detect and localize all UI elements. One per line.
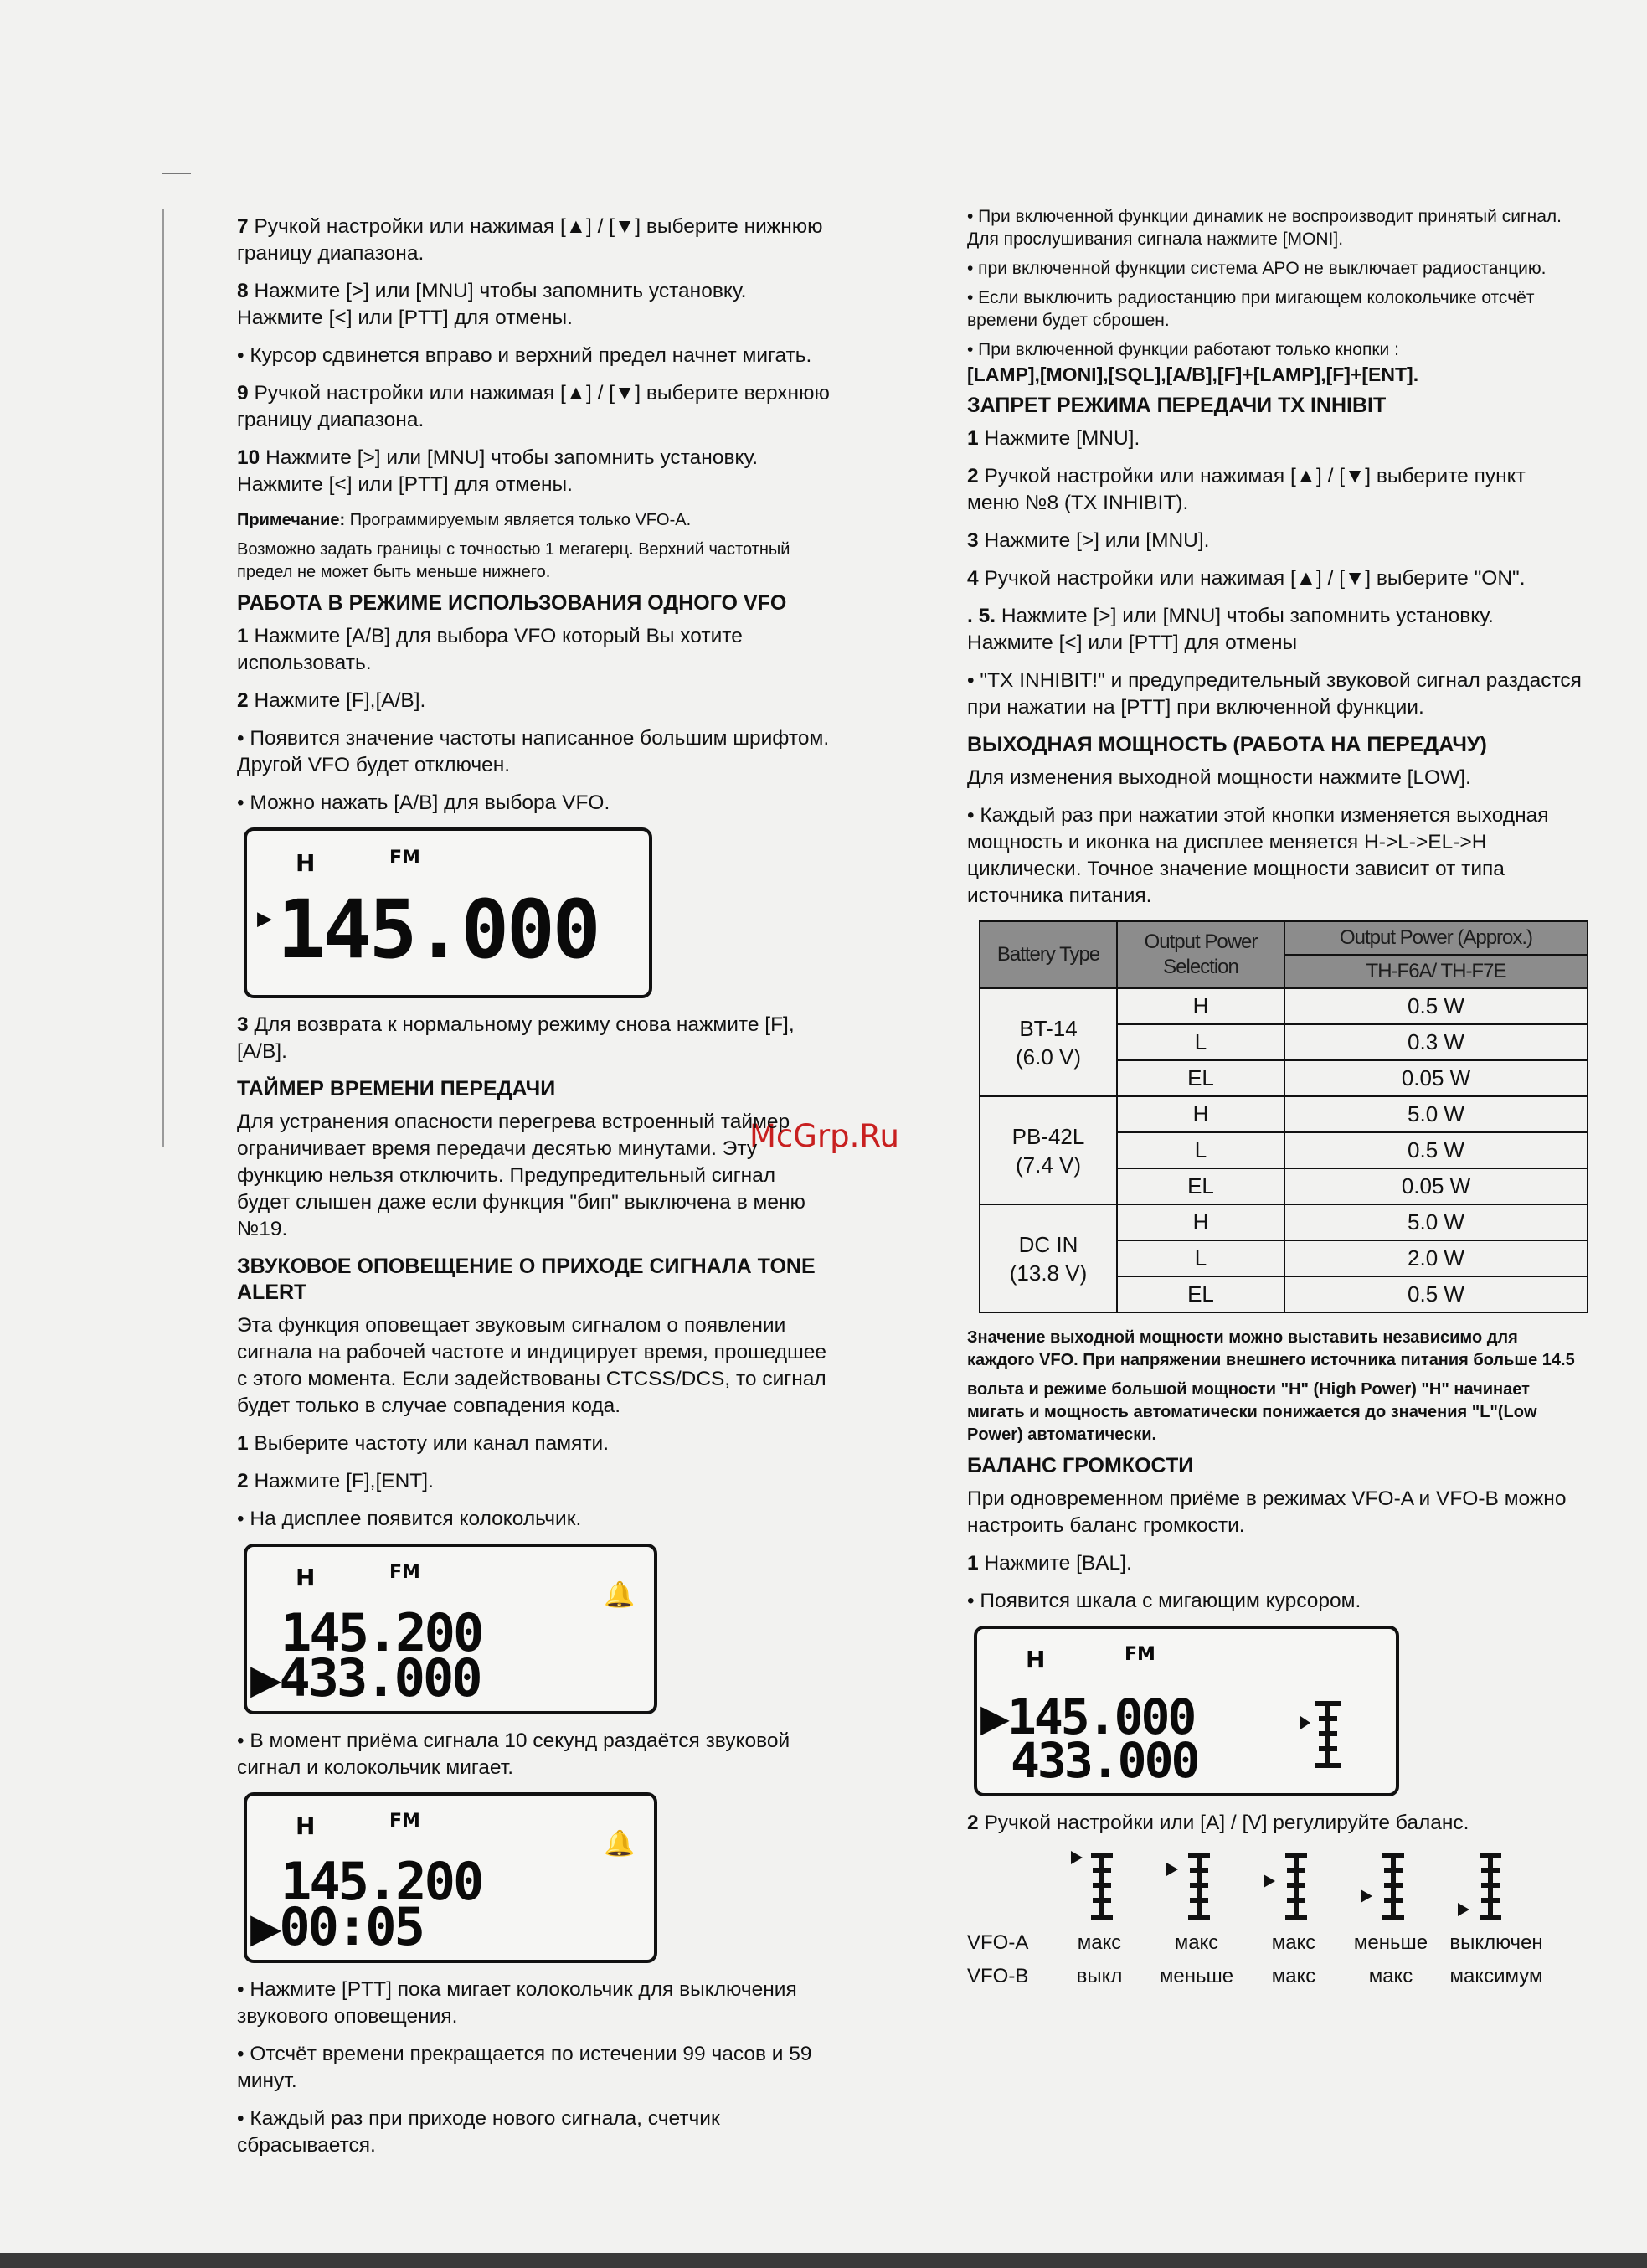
cell-selection: L <box>1117 1132 1284 1168</box>
power-intro: Для изменения выходной мощности нажмите [LOW]. <box>967 766 1471 789</box>
tx-step-5: . 5. Нажмите [>] или [MNU] чтобы запомнить установку. Нажмите [<] или [PTT] для отмены <box>967 605 1494 654</box>
balance-step-1: 1 Нажмите [BAL]. <box>967 1552 1132 1575</box>
tone-step-2: 2 Нажмите [F],[ENT]. <box>237 1470 434 1492</box>
lcd-line-2: ▶433.000 <box>250 1647 481 1709</box>
label-b-1: меньше <box>1159 1965 1234 1987</box>
lcd-line-1: 145.200 <box>281 1851 482 1912</box>
balance-text: При одновременном приёме в режимах VFO-A и VFO-B можно настроить баланс громкости. <box>967 1487 1567 1537</box>
label-vfo-b: VFO-B <box>967 1965 1029 1987</box>
lcd-display-balance <box>974 1626 1399 1796</box>
th-output-approx: Output Power (Approx.) <box>1284 921 1588 955</box>
lcd-h-indicator: H <box>296 849 316 877</box>
step-8: 8 Нажмите [>] или [MNU] чтобы запомнить установку. Нажмите [<] или [PTT] для отмены. <box>237 280 747 329</box>
balance-bullet-1: • Появится шкала с мигающим курсором. <box>967 1590 1361 1612</box>
lcd-display-single-vfo <box>244 827 652 998</box>
tone-bullet-5: • Каждый раз при приходе нового сигнала, счетчик сбрасывается. <box>237 2107 720 2157</box>
tx-step-3: 3 Нажмите [>] или [MNU]. <box>967 529 1210 552</box>
cell-battery: PB-42L (7.4 V) <box>980 1096 1117 1204</box>
tx-step-1: 1 Нажмите [MNU]. <box>967 427 1140 450</box>
margin-tick <box>162 173 191 174</box>
lcd-display-tone-alert <box>244 1544 657 1714</box>
cell-power: 0.05 W <box>1284 1060 1588 1096</box>
label-a-1: макс <box>1174 1931 1219 1954</box>
label-b-4: максимум <box>1449 1965 1543 1987</box>
vfo-bullet-2: • Можно нажать [A/B] для выбора VFO. <box>237 791 610 814</box>
balance-labels <box>967 1926 1583 1993</box>
balance-center-icon <box>1252 1848 1349 1923</box>
bell-icon: 🔔 <box>604 1580 636 1610</box>
cell-power: 5.0 W <box>1284 1096 1588 1132</box>
left-column <box>237 214 833 2170</box>
balance-less-b-icon <box>1155 1848 1252 1923</box>
cell-selection: H <box>1117 1204 1284 1240</box>
cell-power: 0.3 W <box>1284 1024 1588 1060</box>
balance-step-2: 2 Ручкой настройки или [A] / [V] регулируйте баланс. <box>967 1812 1469 1834</box>
cell-selection: EL <box>1117 1060 1284 1096</box>
balance-labels-vfo-b <box>967 1960 1583 1993</box>
balance-less-a-icon <box>1349 1848 1446 1923</box>
heading-tone-alert: ЗВУКОВОЕ ОПОВЕЩЕНИЕ О ПРИХОДЕ СИГНАЛА TONE ALERT <box>237 1255 816 1304</box>
heading-output-power: ВЫХОДНАЯ МОЩНОСТЬ (РАБОТА НА ПЕРЕДАЧУ) <box>967 733 1487 756</box>
label-b-0: выкл <box>1076 1965 1123 1987</box>
cell-power: 0.5 W <box>1284 988 1588 1024</box>
vfo-bullet-1: • Появится значение частоты написанное большим шрифтом. Другой VFO будет отключен. <box>237 727 830 776</box>
cell-selection: H <box>1117 988 1284 1024</box>
balance-max-a-icon <box>1058 1848 1155 1923</box>
lcd-line-2: ▶00:05 <box>250 1896 423 1957</box>
cell-battery: BT-14 (6.0 V) <box>980 988 1117 1096</box>
lcd-fm-indicator: FM <box>1125 1644 1155 1665</box>
right-bullet-1: • При включенной функции динамик не воспроизводит принятый сигнал. Для прослушивания сигнала нажмите [MONI]. <box>967 207 1562 249</box>
th-battery-type: Battery Type <box>980 921 1117 988</box>
cell-selection: EL <box>1117 1276 1284 1312</box>
cell-power: 0.5 W <box>1284 1132 1588 1168</box>
power-bullet-1: • Каждый раз при нажатии этой кнопки изменяется выходная мощность и иконка на дисплее меняется H->L->EL->H циклически. Точное значение мощности зависит от типа источника питания. <box>967 804 1549 907</box>
heading-balance: БАЛАНС ГРОМКОСТИ <box>967 1454 1194 1477</box>
heading-tx-timer: ТАЙМЕР ВРЕМЕНИ ПЕРЕДАЧИ <box>237 1077 556 1100</box>
label-b-3: макс <box>1368 1965 1413 1987</box>
heading-single-vfo: РАБОТА В РЕЖИМЕ ИСПОЛЬЗОВАНИЯ ОДНОГО VFO <box>237 591 787 615</box>
power-note-2: вольта и режиме большой мощности "H" (High Power) "H" начинает мигать и мощность автоматически понижается до значения "L"(Low Power) автоматически. <box>967 1380 1537 1444</box>
tone-bullet-2: • В момент приёма сигнала 10 секунд раздаётся звуковой сигнал и колокольчик мигает. <box>237 1729 790 1779</box>
step-10: 10 Нажмите [>] или [MNU] чтобы запомнить установку. Нажмите [<] или [PTT] для отмены. <box>237 446 759 496</box>
lcd-fm-indicator: FM <box>389 1811 420 1832</box>
cell-battery: DC IN (13.8 V) <box>980 1204 1117 1312</box>
label-a-3: меньше <box>1353 1931 1428 1954</box>
right-bullet-3: • Если выключить радиостанцию при мигающем колокольчике отсчёт времени будет сброшен. <box>967 288 1535 330</box>
tone-bullet-3: • Нажмите [PTT] пока мигает колокольчик для выключения звукового оповещения. <box>237 1978 797 2028</box>
right-bullet-4-keys: [LAMP],[MONI],[SQL],[A/B],[F]+[LAMP],[F]+[ENT]. <box>967 363 1419 385</box>
cell-power: 2.0 W <box>1284 1240 1588 1276</box>
tx-bullet-1: • "TX INHIBIT!" и предупредительный звуковой сигнал раздастся при нажатии на [PTT] при включенной функции. <box>967 669 1582 719</box>
step-7: 7 Ручкой настройки или нажимая [▲] / [▼] выберите нижнюю границу диапазона. <box>237 215 823 265</box>
tone-bullet-1: • На дисплее появится колокольчик. <box>237 1508 582 1530</box>
watermark: McGrp.Ru <box>749 1118 899 1154</box>
timer-text: Для устранения опасности перегрева встроенный таймер ограничивает время передачи десятью минутами. Эту функцию нельзя отключить. Предупредительный сигнал будет слышен даже если функция "бип" выключена в меню №19. <box>237 1111 805 1240</box>
margin-rule <box>162 209 164 1147</box>
label-b-2: макс <box>1271 1965 1316 1987</box>
vfo-step-2: 2 Нажмите [F],[A/B]. <box>237 689 426 712</box>
cell-selection: H <box>1117 1096 1284 1132</box>
lcd-line-1: ▶145.000 <box>980 1688 1195 1745</box>
th-model: TH-F6A/ TH-F7E <box>1284 955 1588 988</box>
lcd-fm-indicator: FM <box>389 848 420 869</box>
balance-labels-vfo-a <box>967 1926 1583 1960</box>
power-note-1: Значение выходной мощности можно выставить независимо для каждого VFO. При напряжении внешнего источника питания больше 14.5 <box>967 1328 1575 1369</box>
lcd-arrow-icon: ▶ <box>257 904 270 933</box>
tx-step-2: 2 Ручкой настройки или нажимая [▲] / [▼] выберите пункт меню №8 (TX INHIBIT). <box>967 465 1526 514</box>
vfo-step-1: 1 Нажмите [A/B] для выбора VFO который Вы хотите использовать. <box>237 625 743 674</box>
note: Примечание: Программируемым является только VFO-A. <box>237 511 692 529</box>
cell-power: 5.0 W <box>1284 1204 1588 1240</box>
lcd-h-indicator: H <box>1026 1646 1046 1673</box>
balance-scale-icon <box>1295 1698 1354 1773</box>
tone-step-1: 1 Выберите частоту или канал памяти. <box>237 1432 610 1455</box>
heading-tx-inhibit: ЗАПРЕТ РЕЖИМА ПЕРЕДАЧИ TX INHIBIT <box>967 394 1387 417</box>
cell-power: 0.5 W <box>1284 1276 1588 1312</box>
tx-step-4: 4 Ручкой настройки или нажимая [▲] / [▼] выберите "ON". <box>967 567 1526 590</box>
label-a-4: выключен <box>1449 1931 1543 1954</box>
lcd-line-1: 145.200 <box>281 1602 482 1663</box>
label-vfo-a: VFO-A <box>967 1931 1029 1954</box>
bell-icon: 🔔 <box>604 1829 636 1858</box>
cell-power: 0.05 W <box>1284 1168 1588 1204</box>
bullet-cursor: • Курсор сдвинется вправо и верхний предел начнет мигать. <box>237 344 812 367</box>
balance-off-a-icon <box>1446 1848 1543 1923</box>
right-bullet-2: • при включенной функции система APO не выключает радиостанцию. <box>967 259 1547 278</box>
note-2: Возможно задать границы с точностью 1 мегагерц. Верхний частотный предел не может быть меньше нижнего. <box>237 540 790 581</box>
tone-bullet-4: • Отсчёт времени прекращается по истечении 99 часов и 59 минут. <box>237 2043 812 2092</box>
label-a-0: макс <box>1077 1931 1122 1954</box>
lcd-line-2: 433.000 <box>1011 1732 1198 1789</box>
lcd-display-tone-timer <box>244 1792 657 1963</box>
lcd-h-indicator: H <box>296 1812 316 1840</box>
th-output-selection: Output Power Selection <box>1117 921 1284 988</box>
lcd-fm-indicator: FM <box>389 1562 420 1583</box>
output-power-table <box>979 920 1588 1313</box>
step-9: 9 Ручкой настройки или нажимая [▲] / [▼] выберите верхнюю границу диапазона. <box>237 382 830 431</box>
scan-bottom-edge <box>0 2253 1647 2268</box>
balance-icons-row <box>1058 1848 1583 1923</box>
vfo-step-3: 3 Для возврата к нормальному режиму снова нажмите [F],[A/B]. <box>237 1013 795 1063</box>
right-column <box>967 205 1583 1993</box>
cell-selection: L <box>1117 1240 1284 1276</box>
lcd-frequency: 145.000 <box>277 883 599 977</box>
lcd-h-indicator: H <box>296 1564 316 1591</box>
label-a-2: макс <box>1271 1931 1316 1954</box>
cell-selection: L <box>1117 1024 1284 1060</box>
tone-text: Эта функция оповещает звуковым сигналом о появлении сигнала на рабочей частоте и индицирует время, прошедшее с этого момента. Если задействованы CTCSS/DCS, то сигнал будет только в случае совпадения кода. <box>237 1314 827 1417</box>
cell-selection: EL <box>1117 1168 1284 1204</box>
right-bullet-4: • При включенной функции работают только кнопки : <box>967 340 1399 359</box>
